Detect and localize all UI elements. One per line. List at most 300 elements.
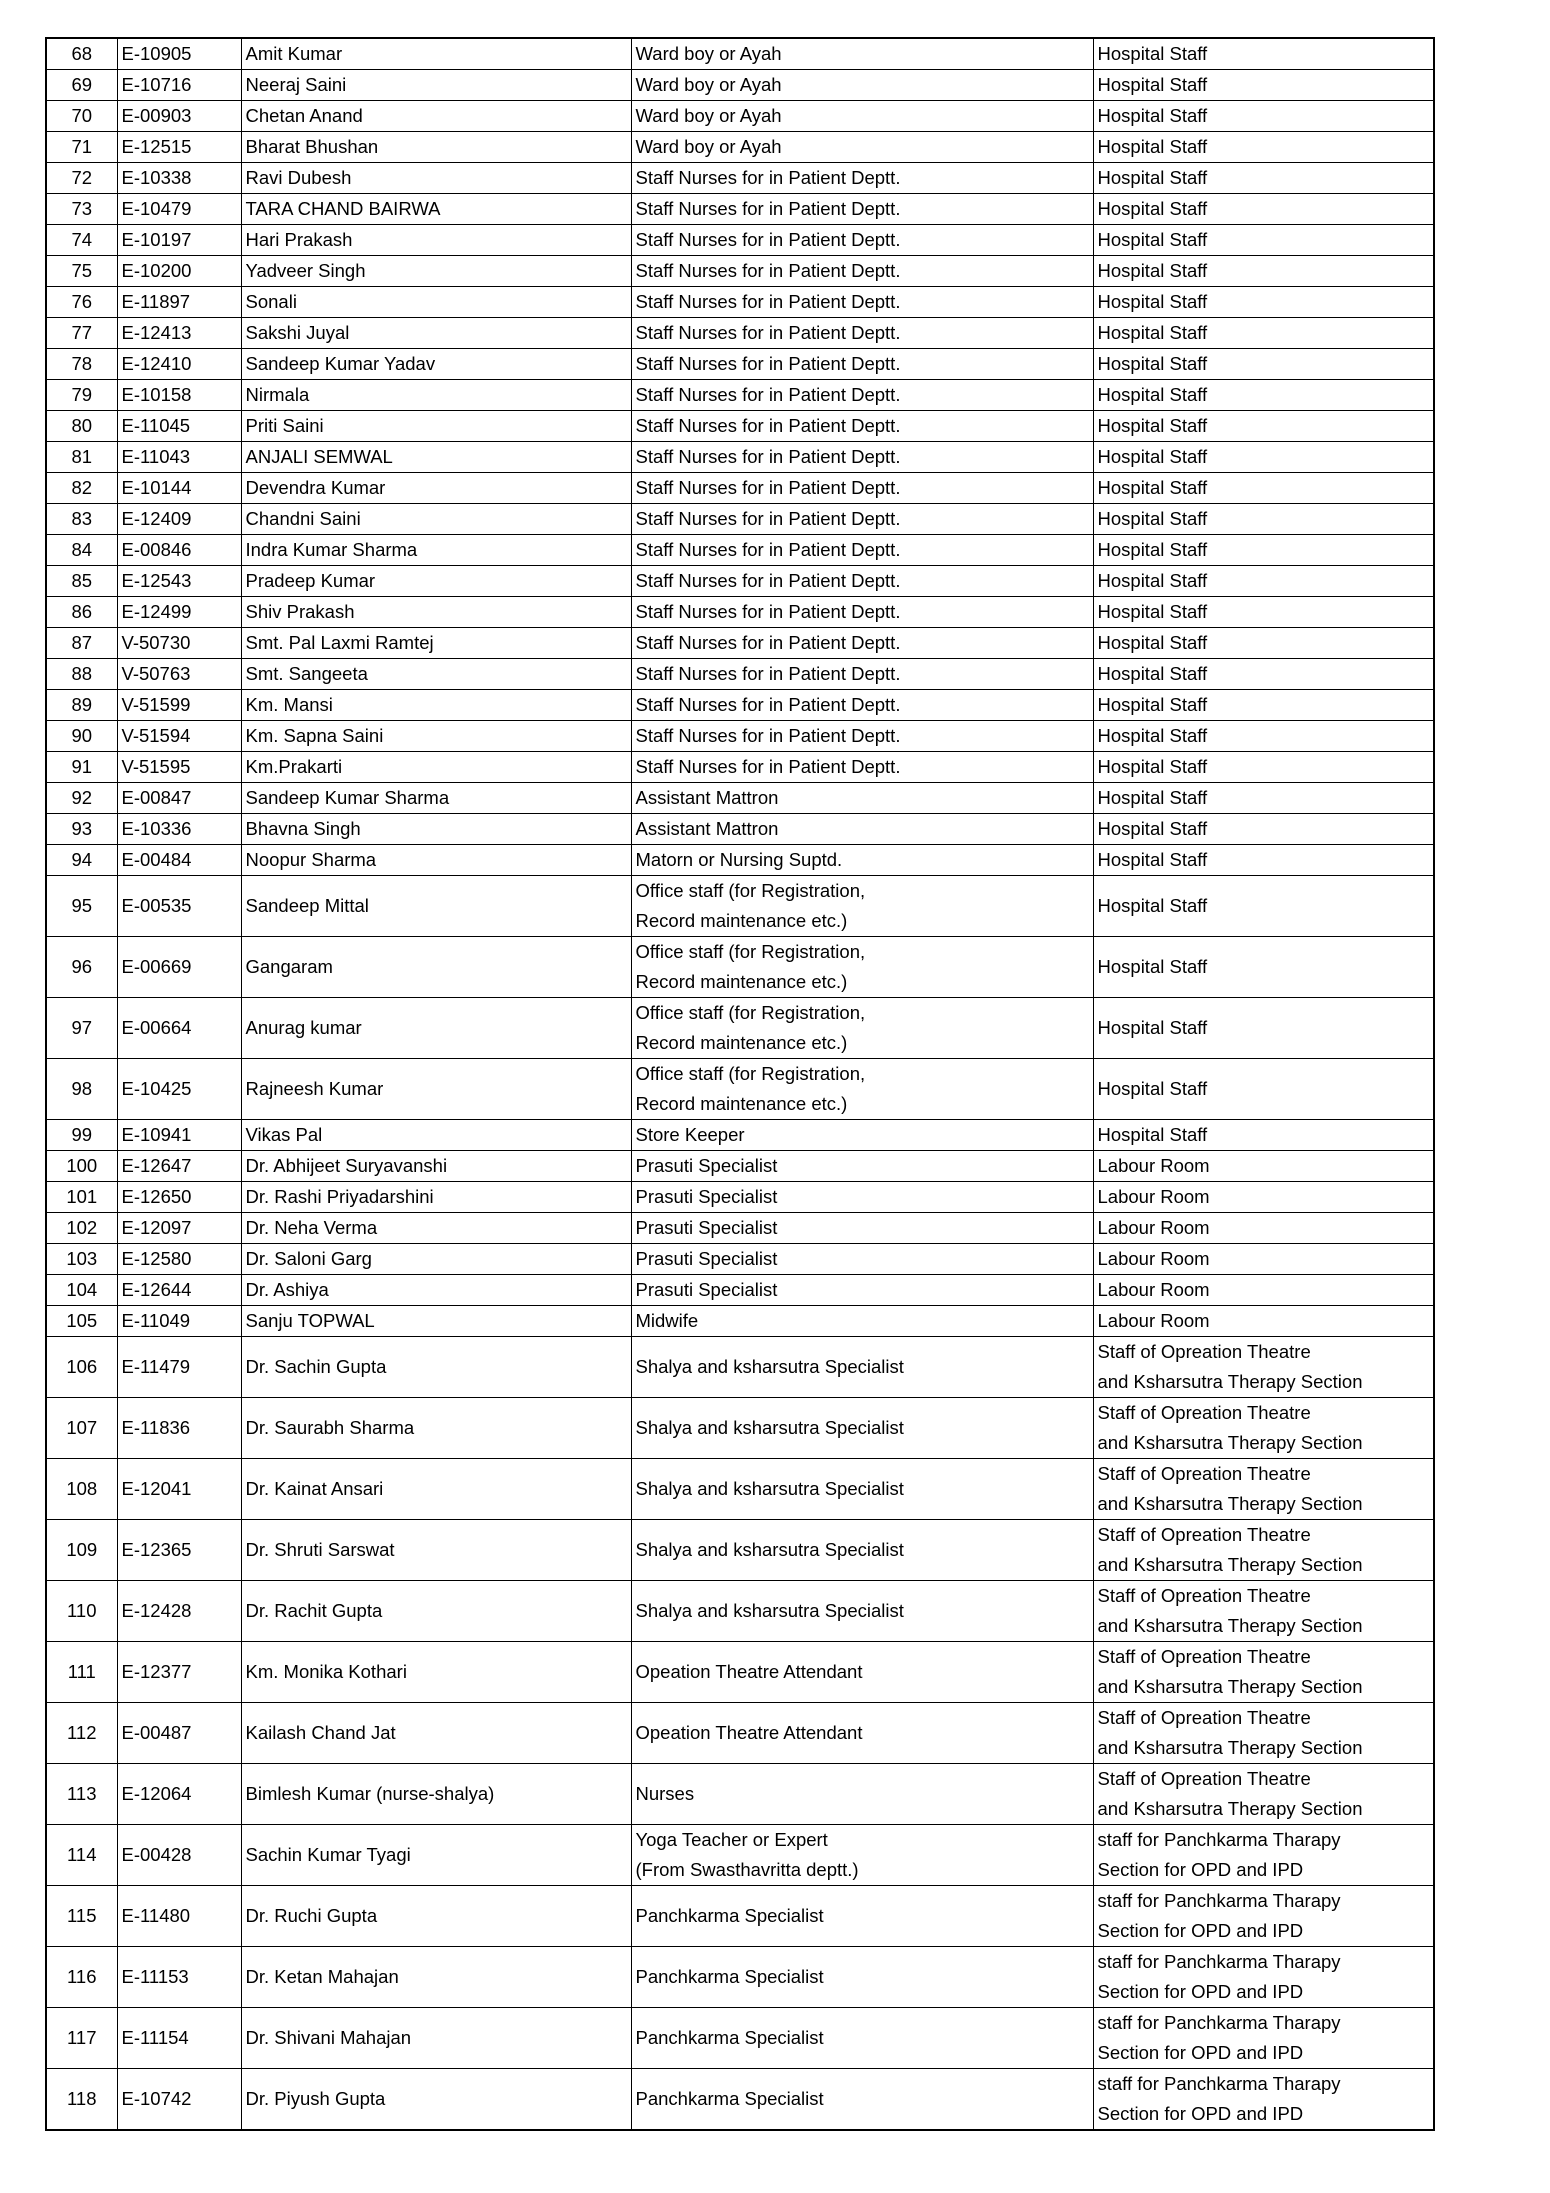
employee-name-cell: Neeraj Saini xyxy=(241,70,631,101)
designation-line: Panchkarma Specialist xyxy=(635,1966,824,1987)
department-cell xyxy=(1093,1642,1434,1703)
designation-cell xyxy=(631,721,1093,752)
serial-number-cell: 89 xyxy=(46,690,117,721)
department-line: Hospital Staff xyxy=(1097,74,1208,95)
department-line: Labour Room xyxy=(1097,1248,1210,1269)
serial-number-cell: 78 xyxy=(46,349,117,380)
designation-cell xyxy=(631,1825,1093,1886)
employee-name-cell: Kailash Chand Jat xyxy=(241,1703,631,1764)
employee-name-cell: Km.Prakarti xyxy=(241,752,631,783)
designation-line: Shalya and ksharsutra Specialist xyxy=(635,1600,904,1621)
employee-code-cell: E-11154 xyxy=(117,2008,241,2069)
department-cell xyxy=(1093,1581,1434,1642)
department-line: Hospital Staff xyxy=(1097,1017,1208,1038)
designation-line: Assistant Mattron xyxy=(635,818,779,839)
department-line: Staff of Opreation Theatre xyxy=(1097,1463,1311,1484)
table-row xyxy=(46,318,1434,349)
department-line: Hospital Staff xyxy=(1097,260,1208,281)
employee-name-cell: Smt. Pal Laxmi Ramtej xyxy=(241,628,631,659)
department-line: Hospital Staff xyxy=(1097,198,1208,219)
department-line: Hospital Staff xyxy=(1097,956,1208,977)
employee-name-cell: Dr. Shivani Mahajan xyxy=(241,2008,631,2069)
designation-line: Staff Nurses for in Patient Deptt. xyxy=(635,291,901,312)
employee-code-cell: E-10905 xyxy=(117,38,241,70)
department-line: Staff of Opreation Theatre xyxy=(1097,1524,1311,1545)
employee-code-cell: E-10479 xyxy=(117,194,241,225)
designation-cell xyxy=(631,1886,1093,1947)
table-row xyxy=(46,1886,1434,1947)
serial-number-cell: 74 xyxy=(46,225,117,256)
employee-name-cell: Dr. Ashiya xyxy=(241,1275,631,1306)
employee-name-cell: Indra Kumar Sharma xyxy=(241,535,631,566)
department-cell xyxy=(1093,2008,1434,2069)
employee-code-cell: E-10144 xyxy=(117,473,241,504)
department-cell xyxy=(1093,1120,1434,1151)
employee-name-cell: Sonali xyxy=(241,287,631,318)
designation-cell xyxy=(631,2069,1093,2131)
designation-cell xyxy=(631,1275,1093,1306)
employee-name-cell: Smt. Sangeeta xyxy=(241,659,631,690)
employee-code-cell: E-12580 xyxy=(117,1244,241,1275)
serial-number-cell: 96 xyxy=(46,937,117,998)
department-line: Hospital Staff xyxy=(1097,849,1208,870)
department-line: Hospital Staff xyxy=(1097,229,1208,250)
serial-number-cell: 100 xyxy=(46,1151,117,1182)
table-row xyxy=(46,349,1434,380)
employee-code-cell: E-00903 xyxy=(117,101,241,132)
designation-cell xyxy=(631,659,1093,690)
employee-name-cell: ANJALI SEMWAL xyxy=(241,442,631,473)
designation-cell xyxy=(631,442,1093,473)
employee-code-cell: E-12543 xyxy=(117,566,241,597)
department-cell xyxy=(1093,998,1434,1059)
designation-cell xyxy=(631,1151,1093,1182)
employee-code-cell: E-12410 xyxy=(117,349,241,380)
employee-name-cell: Sachin Kumar Tyagi xyxy=(241,1825,631,1886)
employee-code-cell: E-00847 xyxy=(117,783,241,814)
designation-line: Staff Nurses for in Patient Deptt. xyxy=(635,353,901,374)
serial-number-cell: 102 xyxy=(46,1213,117,1244)
department-line: Hospital Staff xyxy=(1097,570,1208,591)
department-line: Hospital Staff xyxy=(1097,632,1208,653)
serial-number-cell: 87 xyxy=(46,628,117,659)
employee-code-cell: V-51595 xyxy=(117,752,241,783)
department-cell xyxy=(1093,194,1434,225)
employee-code-cell: E-12377 xyxy=(117,1642,241,1703)
designation-cell xyxy=(631,783,1093,814)
employee-name-cell: Shiv Prakash xyxy=(241,597,631,628)
serial-number-cell: 98 xyxy=(46,1059,117,1120)
designation-cell xyxy=(631,1459,1093,1520)
employee-code-cell: E-00487 xyxy=(117,1703,241,1764)
department-cell xyxy=(1093,287,1434,318)
serial-number-cell: 108 xyxy=(46,1459,117,1520)
department-line: Hospital Staff xyxy=(1097,1124,1208,1145)
department-line: Labour Room xyxy=(1097,1155,1210,1176)
employee-name-cell: Ravi Dubesh xyxy=(241,163,631,194)
department-cell xyxy=(1093,163,1434,194)
department-line: Hospital Staff xyxy=(1097,136,1208,157)
serial-number-cell: 99 xyxy=(46,1120,117,1151)
serial-number-cell: 117 xyxy=(46,2008,117,2069)
employee-code-cell: E-11043 xyxy=(117,442,241,473)
employee-name-cell: Sandeep Kumar Sharma xyxy=(241,783,631,814)
designation-line: Record maintenance etc.) xyxy=(635,1032,848,1053)
department-cell xyxy=(1093,349,1434,380)
table-row xyxy=(46,442,1434,473)
serial-number-cell: 118 xyxy=(46,2069,117,2131)
table-row xyxy=(46,721,1434,752)
designation-line: Office staff (for Registration, xyxy=(635,941,866,962)
designation-line: Ward boy or Ayah xyxy=(635,105,782,126)
designation-cell xyxy=(631,1947,1093,2008)
designation-cell xyxy=(631,194,1093,225)
table-row xyxy=(46,1703,1434,1764)
designation-cell xyxy=(631,752,1093,783)
table-row xyxy=(46,1244,1434,1275)
serial-number-cell: 77 xyxy=(46,318,117,349)
employee-name-cell: Bharat Bhushan xyxy=(241,132,631,163)
table-row xyxy=(46,1459,1434,1520)
department-cell xyxy=(1093,70,1434,101)
employee-code-cell: E-11153 xyxy=(117,1947,241,2008)
designation-line: Staff Nurses for in Patient Deptt. xyxy=(635,601,901,622)
department-cell xyxy=(1093,845,1434,876)
designation-line: Shalya and ksharsutra Specialist xyxy=(635,1478,904,1499)
serial-number-cell: 91 xyxy=(46,752,117,783)
serial-number-cell: 106 xyxy=(46,1337,117,1398)
department-line: Staff of Opreation Theatre xyxy=(1097,1768,1311,1789)
designation-cell xyxy=(631,628,1093,659)
designation-line: Yoga Teacher or Expert xyxy=(635,1829,828,1850)
employee-name-cell: Sandeep Kumar Yadav xyxy=(241,349,631,380)
employee-name-cell: Dr. Shruti Sarswat xyxy=(241,1520,631,1581)
table-row xyxy=(46,1275,1434,1306)
department-line: Hospital Staff xyxy=(1097,167,1208,188)
serial-number-cell: 84 xyxy=(46,535,117,566)
department-line: and Ksharsutra Therapy Section xyxy=(1097,1554,1363,1575)
department-line: staff for Panchkarma Tharapy xyxy=(1097,2012,1341,2033)
department-cell xyxy=(1093,876,1434,937)
serial-number-cell: 101 xyxy=(46,1182,117,1213)
table-row xyxy=(46,1059,1434,1120)
department-line: Labour Room xyxy=(1097,1186,1210,1207)
designation-cell xyxy=(631,380,1093,411)
department-line: Section for OPD and IPD xyxy=(1097,2103,1304,2124)
designation-line: Ward boy or Ayah xyxy=(635,74,782,95)
department-cell xyxy=(1093,101,1434,132)
employee-code-cell: E-11836 xyxy=(117,1398,241,1459)
serial-number-cell: 81 xyxy=(46,442,117,473)
designation-line: Staff Nurses for in Patient Deptt. xyxy=(635,384,901,405)
department-line: Hospital Staff xyxy=(1097,1078,1208,1099)
designation-line: Office staff (for Registration, xyxy=(635,880,866,901)
employee-code-cell: E-00428 xyxy=(117,1825,241,1886)
table-row xyxy=(46,1947,1434,2008)
employee-name-cell: Sanju TOPWAL xyxy=(241,1306,631,1337)
designation-line: Staff Nurses for in Patient Deptt. xyxy=(635,198,901,219)
department-cell xyxy=(1093,473,1434,504)
serial-number-cell: 69 xyxy=(46,70,117,101)
designation-cell xyxy=(631,845,1093,876)
department-cell xyxy=(1093,566,1434,597)
employee-name-cell: Km. Sapna Saini xyxy=(241,721,631,752)
designation-cell xyxy=(631,1764,1093,1825)
department-cell xyxy=(1093,38,1434,70)
table-row xyxy=(46,101,1434,132)
designation-cell xyxy=(631,1642,1093,1703)
employee-name-cell: Dr. Neha Verma xyxy=(241,1213,631,1244)
designation-cell xyxy=(631,473,1093,504)
department-cell xyxy=(1093,442,1434,473)
employee-code-cell: V-51594 xyxy=(117,721,241,752)
department-line: Hospital Staff xyxy=(1097,725,1208,746)
serial-number-cell: 105 xyxy=(46,1306,117,1337)
department-line: staff for Panchkarma Tharapy xyxy=(1097,1890,1341,1911)
designation-line: Staff Nurses for in Patient Deptt. xyxy=(635,477,901,498)
employee-code-cell: E-11480 xyxy=(117,1886,241,1947)
designation-line: Staff Nurses for in Patient Deptt. xyxy=(635,167,901,188)
employee-code-cell: V-50730 xyxy=(117,628,241,659)
serial-number-cell: 107 xyxy=(46,1398,117,1459)
designation-line: Prasuti Specialist xyxy=(635,1248,778,1269)
employee-name-cell: Rajneesh Kumar xyxy=(241,1059,631,1120)
department-line: Hospital Staff xyxy=(1097,477,1208,498)
department-cell xyxy=(1093,225,1434,256)
table-row xyxy=(46,2069,1434,2131)
designation-line: Staff Nurses for in Patient Deptt. xyxy=(635,229,901,250)
designation-line: Opeation Theatre Attendant xyxy=(635,1661,863,1682)
designation-cell xyxy=(631,690,1093,721)
designation-cell xyxy=(631,287,1093,318)
department-line: Staff of Opreation Theatre xyxy=(1097,1341,1311,1362)
employee-code-cell: E-12064 xyxy=(117,1764,241,1825)
serial-number-cell: 70 xyxy=(46,101,117,132)
table-row xyxy=(46,1764,1434,1825)
designation-cell xyxy=(631,876,1093,937)
designation-line: Staff Nurses for in Patient Deptt. xyxy=(635,756,901,777)
designation-line: Panchkarma Specialist xyxy=(635,2027,824,2048)
employee-code-cell: E-10158 xyxy=(117,380,241,411)
designation-cell xyxy=(631,349,1093,380)
designation-cell xyxy=(631,597,1093,628)
designation-line: Office staff (for Registration, xyxy=(635,1002,866,1023)
designation-cell xyxy=(631,1398,1093,1459)
employee-name-cell: Dr. Ketan Mahajan xyxy=(241,1947,631,2008)
employee-code-cell: E-00535 xyxy=(117,876,241,937)
employee-code-cell: E-11045 xyxy=(117,411,241,442)
designation-cell xyxy=(631,70,1093,101)
department-cell xyxy=(1093,2069,1434,2131)
employee-code-cell: E-00664 xyxy=(117,998,241,1059)
serial-number-cell: 110 xyxy=(46,1581,117,1642)
employee-code-cell: E-10338 xyxy=(117,163,241,194)
designation-cell xyxy=(631,1120,1093,1151)
employee-name-cell: Hari Prakash xyxy=(241,225,631,256)
table-row xyxy=(46,690,1434,721)
employee-code-cell: E-10200 xyxy=(117,256,241,287)
department-line: Labour Room xyxy=(1097,1217,1210,1238)
table-row xyxy=(46,194,1434,225)
employee-code-cell: E-11897 xyxy=(117,287,241,318)
table-row xyxy=(46,38,1434,70)
designation-line: Staff Nurses for in Patient Deptt. xyxy=(635,694,901,715)
employee-name-cell: Km. Monika Kothari xyxy=(241,1642,631,1703)
table-row xyxy=(46,287,1434,318)
designation-cell xyxy=(631,318,1093,349)
department-cell xyxy=(1093,1703,1434,1764)
employee-name-cell: Vikas Pal xyxy=(241,1120,631,1151)
designation-cell xyxy=(631,1213,1093,1244)
department-line: and Ksharsutra Therapy Section xyxy=(1097,1737,1363,1758)
table-row xyxy=(46,1520,1434,1581)
employee-name-cell: Dr. Saloni Garg xyxy=(241,1244,631,1275)
designation-line: Matorn or Nursing Suptd. xyxy=(635,849,843,870)
employee-name-cell: Dr. Abhijeet Suryavanshi xyxy=(241,1151,631,1182)
employee-code-cell: E-12644 xyxy=(117,1275,241,1306)
table-row xyxy=(46,1581,1434,1642)
department-cell xyxy=(1093,690,1434,721)
department-cell xyxy=(1093,721,1434,752)
department-cell xyxy=(1093,1459,1434,1520)
designation-line: Nurses xyxy=(635,1783,695,1804)
department-line: Section for OPD and IPD xyxy=(1097,2042,1304,2063)
designation-cell xyxy=(631,1244,1093,1275)
department-cell xyxy=(1093,1275,1434,1306)
table-row xyxy=(46,1337,1434,1398)
department-cell xyxy=(1093,380,1434,411)
employee-code-cell: V-51599 xyxy=(117,690,241,721)
serial-number-cell: 95 xyxy=(46,876,117,937)
department-cell xyxy=(1093,1244,1434,1275)
table-row xyxy=(46,752,1434,783)
employee-name-cell: Pradeep Kumar xyxy=(241,566,631,597)
department-line: staff for Panchkarma Tharapy xyxy=(1097,1829,1341,1850)
serial-number-cell: 94 xyxy=(46,845,117,876)
designation-line: Ward boy or Ayah xyxy=(635,136,782,157)
department-cell xyxy=(1093,814,1434,845)
table-row xyxy=(46,1306,1434,1337)
department-cell xyxy=(1093,937,1434,998)
designation-line: Staff Nurses for in Patient Deptt. xyxy=(635,415,901,436)
department-cell xyxy=(1093,1520,1434,1581)
department-line: Staff of Opreation Theatre xyxy=(1097,1402,1311,1423)
designation-cell xyxy=(631,814,1093,845)
serial-number-cell: 109 xyxy=(46,1520,117,1581)
department-cell xyxy=(1093,1306,1434,1337)
department-line: and Ksharsutra Therapy Section xyxy=(1097,1798,1363,1819)
department-line: and Ksharsutra Therapy Section xyxy=(1097,1432,1363,1453)
table-row xyxy=(46,998,1434,1059)
designation-line: Assistant Mattron xyxy=(635,787,779,808)
department-line: and Ksharsutra Therapy Section xyxy=(1097,1615,1363,1636)
employee-name-cell: Sakshi Juyal xyxy=(241,318,631,349)
department-cell xyxy=(1093,1764,1434,1825)
employee-name-cell: Priti Saini xyxy=(241,411,631,442)
table-row xyxy=(46,256,1434,287)
table-row xyxy=(46,628,1434,659)
employee-name-cell: Bimlesh Kumar (nurse-shalya) xyxy=(241,1764,631,1825)
table-row xyxy=(46,597,1434,628)
department-line: Hospital Staff xyxy=(1097,694,1208,715)
serial-number-cell: 93 xyxy=(46,814,117,845)
department-cell xyxy=(1093,1182,1434,1213)
table-row xyxy=(46,659,1434,690)
designation-cell xyxy=(631,535,1093,566)
table-row xyxy=(46,535,1434,566)
serial-number-cell: 92 xyxy=(46,783,117,814)
department-cell xyxy=(1093,535,1434,566)
designation-cell xyxy=(631,504,1093,535)
designation-cell xyxy=(631,2008,1093,2069)
department-line: Hospital Staff xyxy=(1097,353,1208,374)
employee-name-cell: Km. Mansi xyxy=(241,690,631,721)
designation-line: Staff Nurses for in Patient Deptt. xyxy=(635,570,901,591)
table-row xyxy=(46,225,1434,256)
department-line: Hospital Staff xyxy=(1097,384,1208,405)
employee-name-cell: Gangaram xyxy=(241,937,631,998)
serial-number-cell: 90 xyxy=(46,721,117,752)
employee-name-cell: Noopur Sharma xyxy=(241,845,631,876)
department-line: and Ksharsutra Therapy Section xyxy=(1097,1676,1363,1697)
serial-number-cell: 114 xyxy=(46,1825,117,1886)
serial-number-cell: 88 xyxy=(46,659,117,690)
employee-code-cell: E-10716 xyxy=(117,70,241,101)
designation-cell xyxy=(631,38,1093,70)
department-line: Hospital Staff xyxy=(1097,895,1208,916)
table-row xyxy=(46,783,1434,814)
designation-line: Prasuti Specialist xyxy=(635,1155,778,1176)
employee-code-cell: E-12365 xyxy=(117,1520,241,1581)
department-line: Hospital Staff xyxy=(1097,446,1208,467)
table-row xyxy=(46,1182,1434,1213)
serial-number-cell: 73 xyxy=(46,194,117,225)
employee-name-cell: Dr. Rashi Priyadarshini xyxy=(241,1182,631,1213)
department-line: staff for Panchkarma Tharapy xyxy=(1097,2073,1341,2094)
serial-number-cell: 111 xyxy=(46,1642,117,1703)
table-row xyxy=(46,876,1434,937)
designation-cell xyxy=(631,163,1093,194)
designation-cell xyxy=(631,256,1093,287)
serial-number-cell: 79 xyxy=(46,380,117,411)
serial-number-cell: 115 xyxy=(46,1886,117,1947)
designation-cell xyxy=(631,132,1093,163)
table-row xyxy=(46,411,1434,442)
designation-line: Staff Nurses for in Patient Deptt. xyxy=(635,260,901,281)
designation-line: Shalya and ksharsutra Specialist xyxy=(635,1417,904,1438)
department-cell xyxy=(1093,752,1434,783)
serial-number-cell: 113 xyxy=(46,1764,117,1825)
table-row xyxy=(46,814,1434,845)
designation-line: Prasuti Specialist xyxy=(635,1217,778,1238)
employee-name-cell: Sandeep Mittal xyxy=(241,876,631,937)
department-line: and Ksharsutra Therapy Section xyxy=(1097,1371,1363,1392)
designation-line: Staff Nurses for in Patient Deptt. xyxy=(635,663,901,684)
employee-code-cell: E-00846 xyxy=(117,535,241,566)
employee-name-cell: Chandni Saini xyxy=(241,504,631,535)
table-row xyxy=(46,380,1434,411)
designation-line: Record maintenance etc.) xyxy=(635,1093,848,1114)
department-line: Staff of Opreation Theatre xyxy=(1097,1707,1311,1728)
department-line: Hospital Staff xyxy=(1097,322,1208,343)
department-cell xyxy=(1093,1398,1434,1459)
department-line: Hospital Staff xyxy=(1097,818,1208,839)
designation-line: Office staff (for Registration, xyxy=(635,1063,866,1084)
serial-number-cell: 112 xyxy=(46,1703,117,1764)
employee-code-cell: E-12413 xyxy=(117,318,241,349)
department-line: and Ksharsutra Therapy Section xyxy=(1097,1493,1363,1514)
employee-name-cell: Devendra Kumar xyxy=(241,473,631,504)
